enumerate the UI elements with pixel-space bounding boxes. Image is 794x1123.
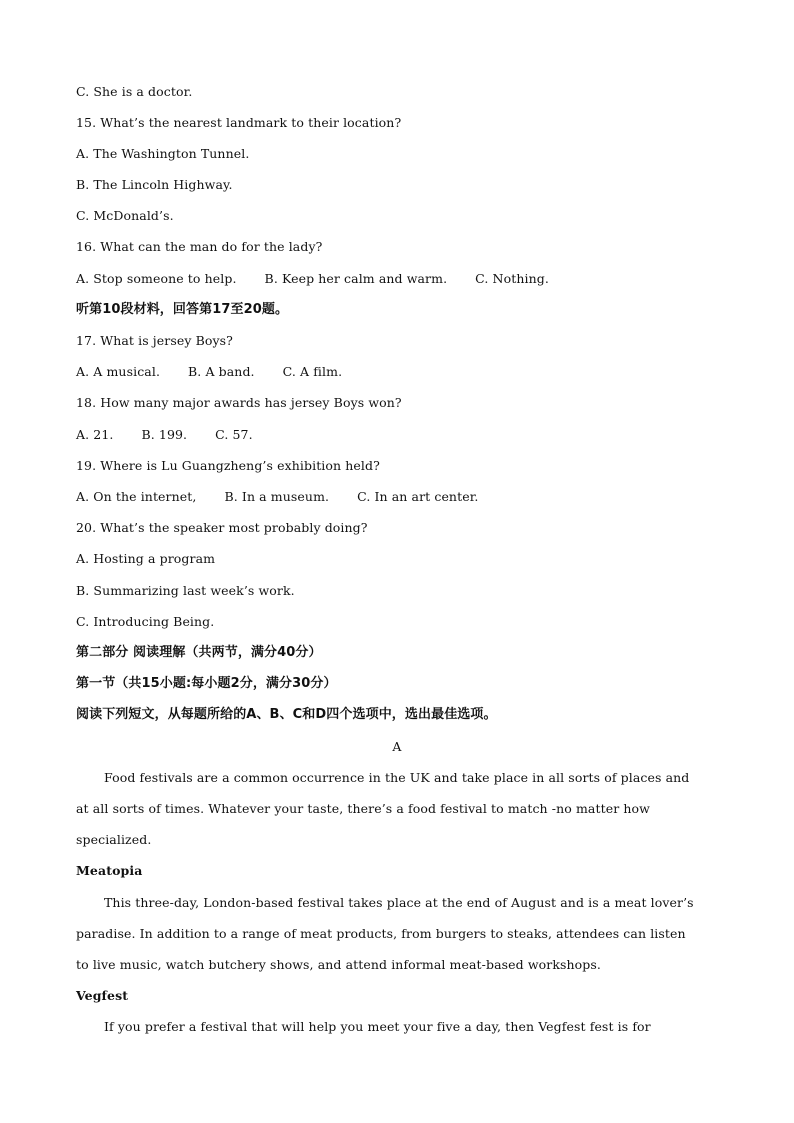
- answer-option-a-q19: A. On the internet,: [76, 489, 197, 504]
- answer-option-a-q20: A. Hosting a program: [76, 551, 216, 566]
- answer-option-c-q16: C. Nothing.: [475, 271, 549, 286]
- part-two-heading: 第二部分 阅读理解（共两节，满分40分）: [76, 645, 322, 660]
- answer-options-q18: [76, 427, 253, 443]
- passage-paragraph-line: specialized.: [76, 832, 152, 847]
- answer-option-b-q15: B. The Lincoln Highway.: [76, 177, 233, 192]
- question-18: 18. How many major awards has jersey Boys won?: [76, 395, 402, 410]
- answer-option-b-q19: B. In a museum.: [224, 489, 330, 504]
- answer-options-q17: [76, 364, 342, 380]
- section-one-heading: 第一节（共15小题:每小题2分，满分30分）: [76, 676, 337, 691]
- answer-option-a-q17: A. A musical.: [76, 364, 161, 379]
- question-20: 20. What’s the speaker most probably doing?: [76, 520, 368, 535]
- answer-option-b-q20: B. Summarizing last week’s work.: [76, 583, 295, 598]
- answer-option-b-q17: B. A band.: [188, 364, 255, 379]
- answer-option-c-q14: C. She is a doctor.: [76, 84, 193, 99]
- answer-option-a-q16: A. Stop someone to help.: [76, 271, 237, 286]
- answer-option-c-q15: C. McDonald’s.: [76, 208, 174, 223]
- answer-options-q16: [76, 271, 549, 287]
- question-17: 17. What is jersey Boys?: [76, 333, 233, 348]
- reading-instruction: 阅读下列短文，从每题所给的A、B、C和D四个选项中，选出最佳选项。: [76, 707, 497, 722]
- passage-paragraph-line: Food festivals are a common occurrence in the UK and take place in all sorts of places and: [104, 770, 690, 785]
- subheading-meatopia: Meatopia: [76, 863, 143, 878]
- answer-option-c-q18: C. 57.: [215, 427, 253, 442]
- question-15: 15. What’s the nearest landmark to their location?: [76, 115, 402, 130]
- section-instruction-10: 听第10段材料，回答第17至20题。: [76, 302, 289, 317]
- question-16: 16. What can the man do for the lady?: [76, 239, 323, 254]
- passage-paragraph-line: at all sorts of times. Whatever your taste, there’s a food festival to match -no matter how: [76, 801, 650, 816]
- answer-option-a-q15: A. The Washington Tunnel.: [76, 146, 250, 161]
- answer-option-c-q17: C. A film.: [282, 364, 343, 379]
- passage-paragraph-line: This three-day, London-based festival takes place at the end of August and is a meat lover’s: [104, 895, 694, 910]
- answer-option-c-q20: C. Introducing Being.: [76, 614, 215, 629]
- passage-paragraph-line: to live music, watch butchery shows, and attend informal meat-based workshops.: [76, 957, 601, 972]
- answer-options-q19: [76, 489, 478, 505]
- answer-option-b-q18: B. 199.: [141, 427, 188, 442]
- question-19: 19. Where is Lu Guangzheng’s exhibition held?: [76, 458, 380, 473]
- answer-option-a-q18: A. 21.: [76, 427, 114, 442]
- passage-paragraph-line: paradise. In addition to a range of meat products, from burgers to steaks, attendees can listen: [76, 926, 686, 941]
- answer-option-c-q19: C. In an art center.: [357, 489, 479, 504]
- subheading-vegfest: Vegfest: [76, 988, 129, 1003]
- passage-label-a: A: [392, 739, 402, 754]
- passage-paragraph-line: If you prefer a festival that will help you meet your five a day, then Vegfest fest is for: [104, 1019, 651, 1034]
- answer-option-b-q16: B. Keep her calm and warm.: [264, 271, 448, 286]
